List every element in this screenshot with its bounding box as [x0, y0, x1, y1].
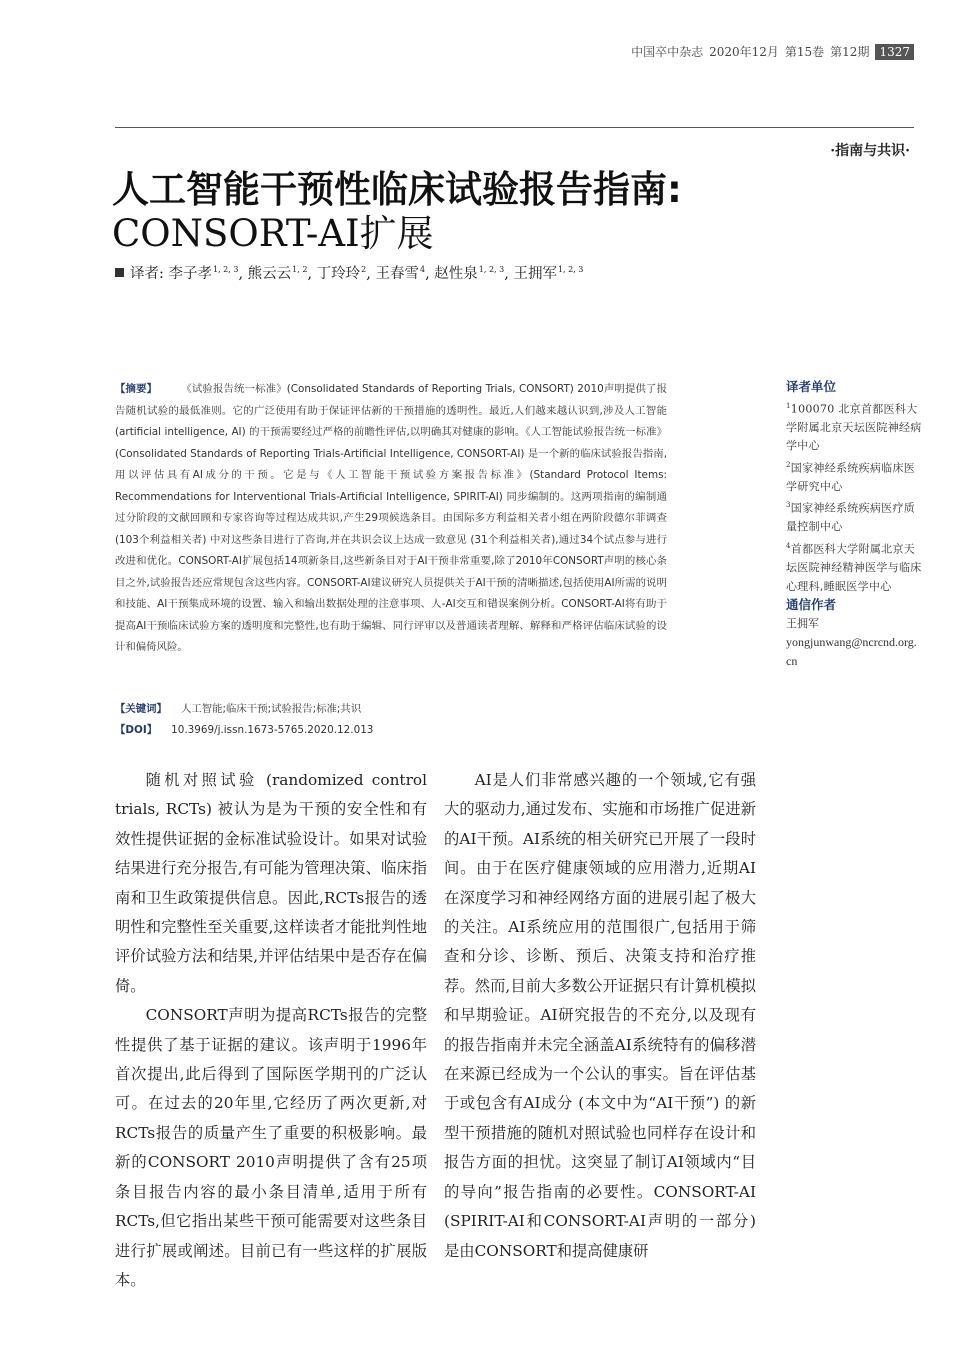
body-column-right — [444, 766, 756, 1266]
doi — [115, 721, 373, 736]
translator: 丁玲玲$^2$ — [316, 265, 367, 282]
affiliation: $^2$国家神经系统疾病临床医学研究中心 — [786, 460, 916, 493]
square-bullet-icon — [115, 268, 124, 277]
volume: 第15卷 — [784, 45, 825, 59]
affiliation: $^1$100070 北京首都医科大学附属北京天坛医院神经病学中心 — [786, 401, 922, 453]
affiliation: $^4$首都医科大学附属北京天坛医院神经精神医学与临床心理科,睡眠医学中心 — [786, 541, 922, 593]
body-column-left — [115, 766, 427, 1295]
running-header — [631, 43, 914, 60]
page-number: 1327 — [875, 44, 914, 60]
article-title — [112, 168, 832, 256]
issue-date: 2020年12月 — [709, 45, 779, 59]
header-rule — [115, 127, 914, 128]
doi-text: 10.3969/j.issn.1673-5765.2020.12.013 — [171, 724, 374, 736]
journal-name: 中国卒中杂志 — [631, 45, 704, 59]
affiliation-heading: 译者单位 — [786, 379, 837, 394]
translators-label: 译者: — [130, 266, 164, 282]
paragraph: AI是人们非常感兴趣的一个领域,它有强大的驱动力,通过发布、实施和市场推广促进新的AI干预。AI系统的相关研究已开展了一段时间。由于在医疗健康领域的应用潜力,近期AI在深度学习和神经网络方面的进展引起了极大的关注。AI系统应用的范围很广,包括用于筛查和分诊、诊断、预后、决策支持和治疗推荐。然而,目前大多数公开证据只有计算机模拟和早期验证。AI研究报告的不充分,以及现有的报告指南并未完全涵盖AI系统特有的偏移潜在来源已经成为一个公认的事实。旨在评估基于或包含有AI成分 (本文中为“AI干预”) 的新型干预措施的随机对照试验也同样存在设计和报告方面的担忧。这突显了制订AI领域内“目的导向”报告指南的必要性。CONSORT-AI (SPIRIT-AI和CONSORT-AI声明的一部分) 是由CONSORT和提高健康研 — [444, 771, 756, 1260]
sidebar — [786, 378, 922, 670]
corresponding-email: yongjunwang@ncrcnd.org.cn — [786, 635, 917, 668]
corresponding-heading: 通信作者 — [786, 597, 837, 613]
translators: 译者: 李子孝$^{1, 2, 3}$, 熊云云$^{1, 2}$, 丁玲玲$^2$, 王春雪$^4$, 赵性泉$^{1, 2, 3}$, 王拥军$^{1, 2, 3}$ — [115, 262, 583, 283]
translator: 赵性泉$^{1, 2, 3}$ — [434, 265, 505, 282]
abstract — [115, 379, 667, 659]
title-line-1: 人工智能干预性临床试验报告指南: — [112, 168, 682, 211]
doi-label: 【DOI】 — [115, 724, 158, 736]
translator: 王春雪$^4$ — [375, 265, 426, 282]
affiliation: $^3$国家神经系统疾病医疗质量控制中心 — [786, 501, 916, 534]
title-line-2: CONSORT-AI扩展 — [112, 212, 434, 255]
abstract-text: 《试验报告统一标准》(Consolidated Standards of Reporting Trials, CONSORT) 2010声明提供了报告随机试验的最低准则。它的广泛使用有助于保证评估新的干预措施的透明性。最近,人们越来越认识到,涉及人工智能 (artificial intelligence, AI) 的干预需要经过严格的前瞻性评估,以明确其对健康的影响。《人工智能试验报告统一标准》(Consolidated Standards of Reporting Trials-Artificial Intelligence, CONSORT-AI) 是一个新的临床试验报告指南,用以评估具有AI成分的干预。它是与《人工智能干预试验方案报告标准》(Standard Protocol Items: Recommendations for Interventional Trials-Artificial Intelligence, SPIRIT-AI) 同步编制的。这两项指南的编制通过分阶段的文献回顾和专家咨询等过程达成共识,产生29项候选条目。由国际多方利益相关者小组在两阶段德尔菲调查 (103个利益相关者) 中对这些条目进行了咨询,并在共识会议上达成一致意见 (31个利益相关者),通过34个试点参与进行改进和优化。CONSORT-AI扩展包括14项新条目,这些新条目对于AI干预非常重要,除了2010年CONSORT声明的核心条目之外,试验报告还应常规包含这些内容。CONSORT-AI建议研究人员提供关于AI干预的清晰描述,包括使用AI所需的说明和技能、AI干预集成环境的设置、输入和输出数据处理的注意事项、人-AI交互和错误案例分析。CONSORT-AI将有助于提高AI干预临床试验方案的透明度和完整性,也有助于编辑、同行评审以及普通读者理解、解释和严格评估临床试验的设计和偏倚风险。 — [115, 383, 667, 653]
paragraph: CONSORT声明为提高RCTs报告的完整性提供了基于证据的建议。该声明于1996年首次提出,此后得到了国际医学期刊的广泛认可。在过去的20年里,它经历了两次更新,对RCTs报告的质量产生了重要的积极影响。最新的CONSORT 2010声明提供了含有25项条目报告内容的最小条目清单,适用于所有RCTs,但它指出某些干预可能需要对这些条目进行扩展或阐述。目前已有一些这样的扩展版本。 — [115, 1006, 427, 1289]
translator: 王拥军$^{1, 2, 3}$ — [513, 265, 584, 282]
issue: 第12期 — [830, 45, 870, 59]
paragraph: 随机对照试验 (randomized control trials, RCTs) 被认为是为干预的安全性和有效性提供证据的金标准试验设计。如果对试验结果进行充分报告,有可能为管理决策、临床指南和卫生政策提供信息。因此,RCTs报告的透明性和完整性至关重要,这样读者才能批判性地评价试验方法和结果,并评估结果中是否存在偏倚。 — [115, 771, 427, 995]
keywords-label: 【关键词】 — [115, 703, 167, 715]
keywords-text: 人工智能;临床干预;试验报告;标准;共识 — [180, 703, 362, 715]
keywords — [115, 700, 361, 715]
section-tag: ·指南与共识· — [830, 143, 910, 159]
translator: 熊云云$^{1, 2}$ — [247, 265, 308, 282]
translator: 李子孝$^{1, 2, 3}$ — [168, 265, 239, 282]
corresponding-author: 王拥军 — [786, 616, 819, 630]
abstract-label: 【摘要】 — [115, 383, 158, 395]
